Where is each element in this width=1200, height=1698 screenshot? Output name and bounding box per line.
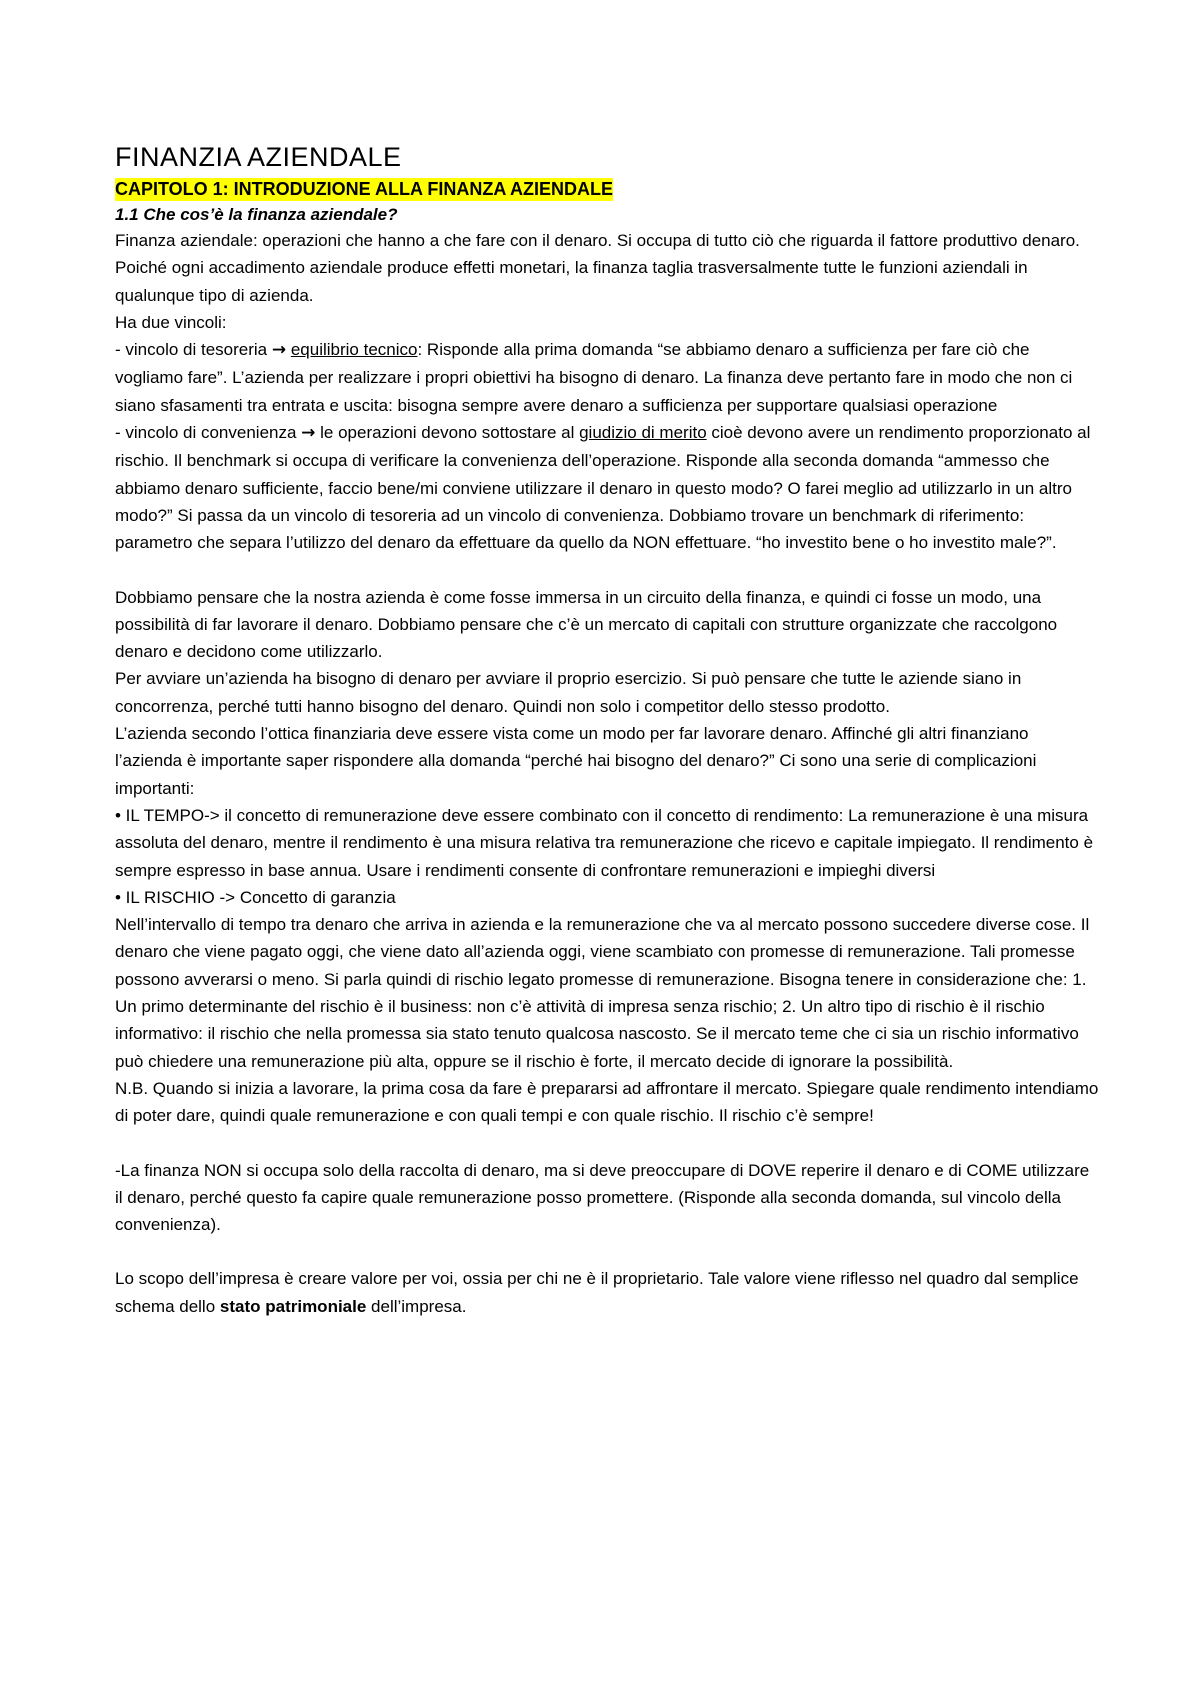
chapter-heading: CAPITOLO 1: INTRODUZIONE ALLA FINANZA AZIENDALE [115,179,613,199]
vincolo-convenienza-prefix: - vincolo di convenienza [115,423,302,443]
vincolo-tesoreria-prefix: - vincolo di tesoreria [115,340,272,360]
avviare-paragraph: Per avviare un’azienda ha bisogno di denaro per avviare il proprio esercizio. Si può pensare che tutte le aziende siano in concorrenza, perché tutti hanno bisogno del denaro. Quindi non solo i competitor dello stesso prodotto. [115,669,1022,716]
chapter-heading-wrapper [115,178,1100,201]
vincolo-tesoreria-text: : Risponde alla prima domanda “se abbiamo denaro a sufficienza per fare ciò che vogliamo fare”. L’azienda per realizzare i propri obiettivi ha bisogno di denaro. La finanza deve pertanto fare in modo che non ci siano sfasamenti tra entrata e uscita: bisogna sempre avere denaro a sufficienza per supportare qualsiasi operazione [115,340,1073,415]
scopo-text-after: dell’impresa. [366,1296,467,1316]
intervallo-paragraph: Nell’intervallo di tempo tra denaro che arriva in azienda e la remunerazione che va al mercato possono succedere diverse cose. Il denaro che viene pagato oggi, che viene dato all’azienda oggi, viene scambiato con promesse di remunerazione. Tali promesse possono avverarsi o meno. Si parla quindi di rischio legato promesse di remunerazione. Bisogna tenere in considerazione che: 1. Un primo determinante del rischio è il business: non c’è attività di impresa senza rischio; 2. Un altro tipo di rischio è il rischio informativo: il rischio che nella promessa sia stato tenuto qualcosa nascosto. Se il mercato teme che ci sia un rischio informativo può chiedere una remunerazione più alta, oppure se il rischio è forte, il mercato decide di ignorare la possibilità. [115,915,1090,1071]
document-title: FINANZIA AZIENDALE [115,142,402,172]
bullet-rischio: • IL RISCHIO -> Concetto di garanzia [115,887,396,907]
bullet-tempo: • IL TEMPO-> il concetto di remunerazione deve essere combinato con il concetto di rendimento: La remunerazione è una misura assoluta del denaro, mentre il rendimento è una misura relativa tra remunerazione che ricevo e capitale impiegato. Il rendimento è sempre espresso in base annua. Usare i rendimenti consente di confrontare remunerazioni e impieghi diversi [115,805,1094,880]
paragraph-spacer [115,1238,1100,1265]
paragraph-spacer [115,1130,1100,1157]
arrow-icon: → [301,423,316,444]
section-heading: 1.1 Che cos’è la finanza aziendale? [115,205,398,224]
vincolo-tesoreria-paragraph [115,336,1100,419]
raccolta-paragraph: -La finanza NON si occupa solo della raccolta di denaro, ma si deve preoccupare di DOVE reperire il denaro e di COME utilizzare il denaro, perché questo fa capire quale remunerazione posso promettere. (Risponde alla seconda domanda, sul vincolo della convenienza). [115,1160,1090,1235]
paragraph-spacer [115,557,1100,584]
vincolo-convenienza-text: cioè devono avere un rendimento proporzionato al rischio. Il benchmark si occupa di verificare la convenienza dell’operazione. Risponde alla seconda domanda “ammesso che abbiamo denaro sufficiente, faccio bene/mi conviene utilizzare il denaro in questo modo? O farei meglio ad utilizzarlo in un altro modo?” Si passa da un vincolo di tesoreria ad un vincolo di convenienza. Dobbiamo trovare un benchmark di riferimento: parametro che separa l’utilizzo del denaro da effettuare da quello da NON effettuare. “ho investito bene o ho investito male?”. [115,423,1091,553]
scopo-paragraph [115,1265,1100,1320]
intro-paragraph: Finanza aziendale: operazioni che hanno a che fare con il denaro. Si occupa di tutto ciò che riguarda il fattore produttivo denaro. Poiché ogni accadimento aziendale produce effetti monetari, la finanza taglia trasversalmente tutte le funzioni aziendali in qualunque tipo di azienda. [115,231,1080,305]
scopo-text-before: Lo scopo dell’impresa è creare valore per voi, ossia per chi ne è il proprietario. Tale valore viene riflesso nel quadro dal semplice schema dello [115,1269,1079,1316]
ottica-paragraph: L’azienda secondo l’ottica finanziaria deve essere vista come un modo per far lavorare denaro. Affinché gli altri finanziano l’azienda è importante saper rispondere alla domanda “perché hai bisogno del denaro?” Ci sono una serie di complicazioni importanti: [115,724,1037,798]
nb-paragraph: N.B. Quando si inizia a lavorare, la prima cosa da fare è prepararsi ad affrontare il mercato. Spiegare quale rendimento intendiamo di poter dare, quindi quale remunerazione e con quali tempi e con quale rischio. Il rischio c’è sempre! [115,1078,1099,1126]
arrow-icon: → [271,340,287,361]
vincolo-convenienza-middle: le operazioni devono sottostare al [315,423,580,443]
giudizio-di-merito-term: giudizio di merito [579,423,707,443]
vincoli-heading: Ha due vincoli: [115,312,227,332]
equilibrio-tecnico-term: equilibrio tecnico [290,340,418,360]
stato-patrimoniale-term: stato patrimoniale [219,1296,367,1316]
vincolo-convenienza-paragraph [115,419,1100,556]
circuito-paragraph: Dobbiamo pensare che la nostra azienda è come fosse immersa in un circuito della finanza, e quindi ci fosse un modo, una possibilità di far lavorare il denaro. Dobbiamo pensare che c’è un mercato di capitali con strutture organizzate che raccolgono denaro e decidono come utilizzarlo. [115,587,1058,662]
